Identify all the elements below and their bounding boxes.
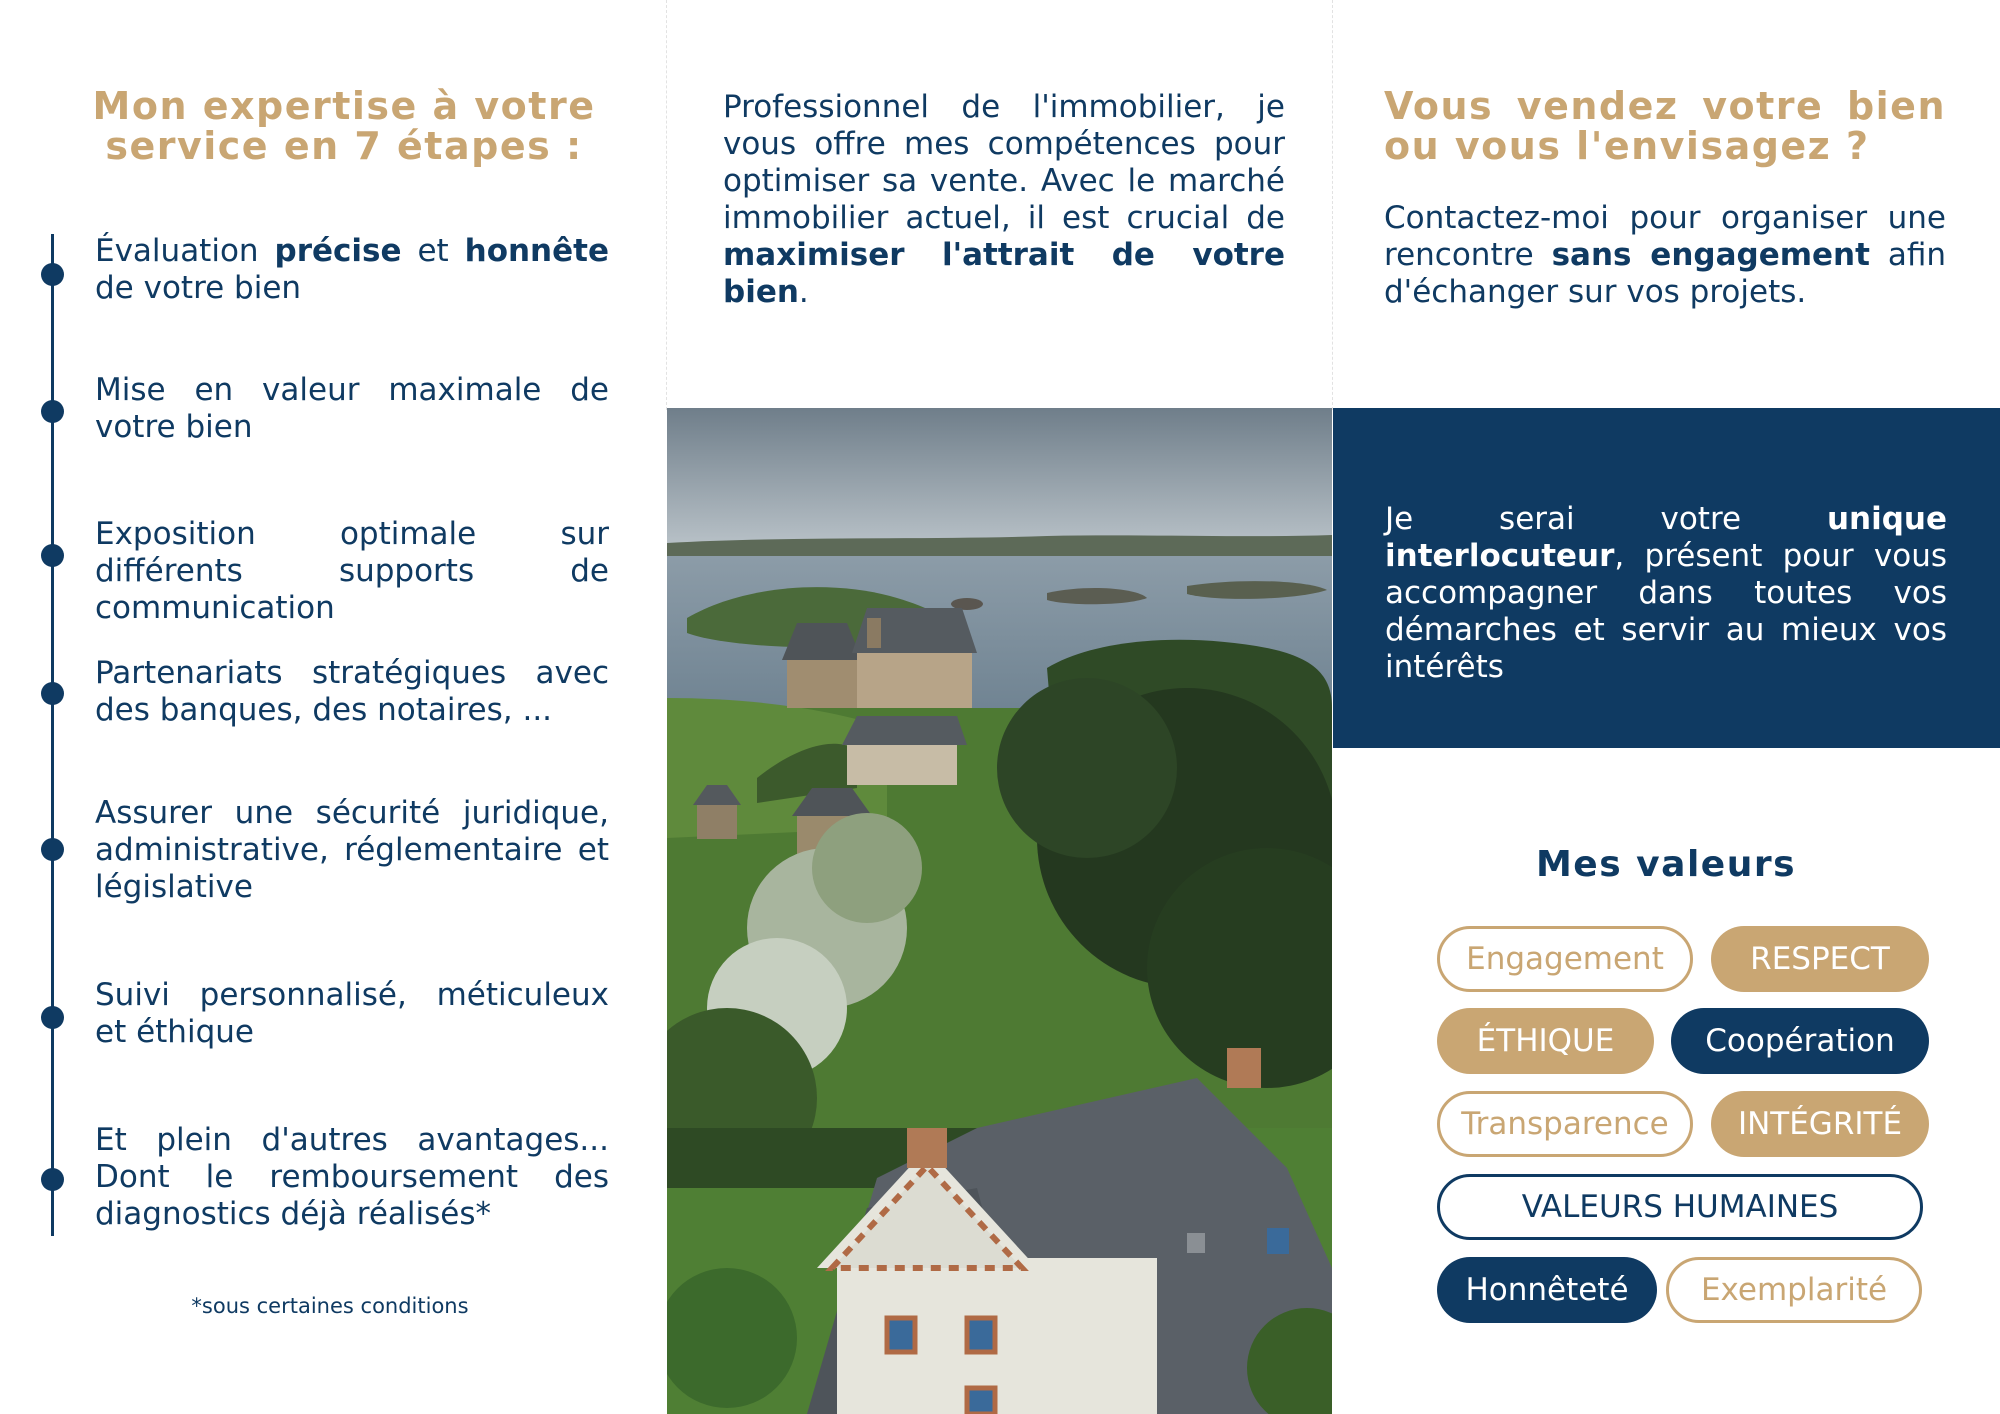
expertise-title-line1: Mon expertise à votre (92, 84, 596, 128)
timeline-dot (41, 263, 64, 286)
footnote: *sous certaines conditions (191, 1294, 469, 1318)
timeline-dot (41, 544, 64, 567)
column-divider (666, 0, 667, 410)
interlocutor-box (1333, 408, 2000, 748)
step-mise-en-valeur: Mise en valeur maximale de votre bien (95, 372, 609, 445)
timeline-line (51, 234, 54, 1236)
expertise-title-line2: service en 7 étapes : (105, 124, 583, 168)
sale-question-title (1384, 86, 1946, 166)
value-pill-cooperation: Coopération (1671, 1008, 1929, 1074)
sale-question-line2: ou vous l'envisagez ? (1384, 124, 1870, 168)
intro-paragraph: Professionnel de l'immobilier, je vous offre mes compétences pour optimiser sa vente. Avec le marché immobilier actuel, il est crucial de maximiser l'attrait de votre bien. (723, 89, 1285, 310)
values-title: Mes valeurs (1535, 844, 1797, 885)
timeline-dot (41, 682, 64, 705)
value-pill-engagement: Engagement (1437, 926, 1693, 992)
value-pill-integrite: INTÉGRITÉ (1711, 1091, 1929, 1157)
timeline-dot (41, 838, 64, 861)
sale-question-line1: Vous vendez votre bien (1384, 84, 1946, 128)
timeline-dot (41, 400, 64, 423)
value-pill-valeurs-humaines: VALEURS HUMAINES (1437, 1174, 1923, 1240)
step-autres-avantages: Et plein d'autres avantages... Dont le remboursement des diagnostics déjà réalisés* (95, 1122, 609, 1232)
column-divider (1332, 0, 1333, 410)
value-pill-respect: RESPECT (1711, 926, 1929, 992)
value-pill-transparence: Transparence (1437, 1091, 1693, 1157)
step-partenariats: Partenariats stratégiques avec des banques, des notaires, ... (95, 655, 609, 728)
timeline-dot (41, 1006, 64, 1029)
contact-paragraph: Contactez-moi pour organiser une rencontre sans engagement afin d'échanger sur vos projets. (1384, 200, 1946, 310)
step-evaluation: Évaluation précise et honnête de votre bien (95, 233, 609, 306)
step-exposition: Exposition optimale sur différents supports de communication (95, 516, 609, 626)
expertise-title (84, 86, 604, 166)
coastal-village-photo (667, 408, 1332, 1414)
timeline-dot (41, 1168, 64, 1191)
interlocutor-text: Je serai votre unique interlocuteur, présent pour vous accompagner dans toutes vos démarches et servir au mieux vos intérêts (1385, 501, 1947, 685)
value-pill-exemplarite: Exemplarité (1666, 1257, 1922, 1323)
value-pill-honnetete: Honnêteté (1437, 1257, 1657, 1323)
value-pill-ethique: ÉTHIQUE (1437, 1008, 1654, 1074)
step-suivi: Suivi personnalisé, méticuleux et éthique (95, 977, 609, 1050)
step-securite: Assurer une sécurité juridique, administrative, réglementaire et législative (95, 795, 609, 905)
